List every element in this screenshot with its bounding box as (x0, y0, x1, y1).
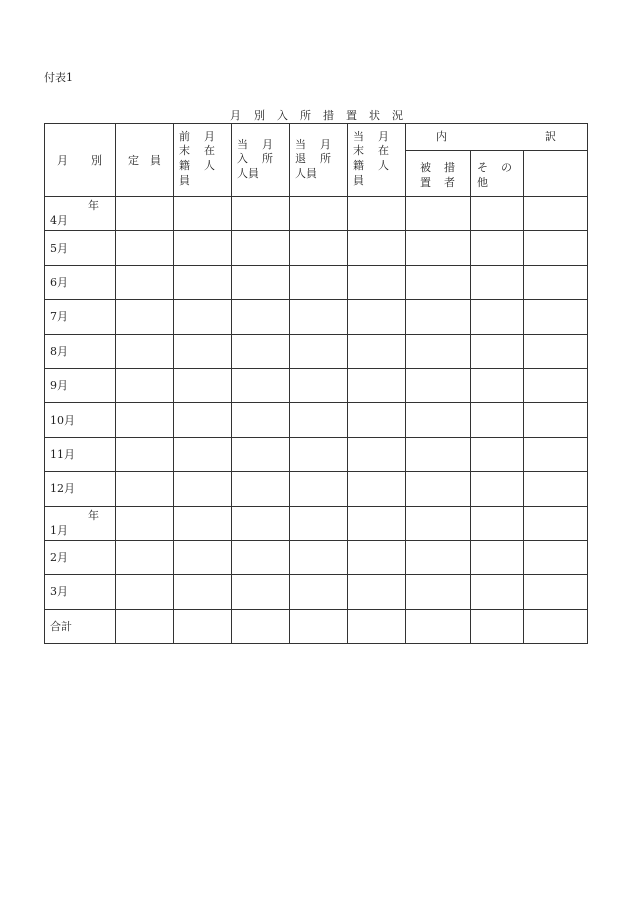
data-cell[interactable] (116, 197, 174, 231)
data-cell[interactable] (406, 540, 471, 574)
data-cell[interactable] (174, 609, 232, 643)
data-cell[interactable] (524, 506, 588, 540)
data-cell[interactable] (174, 300, 232, 334)
header-month (45, 124, 116, 197)
data-cell[interactable] (174, 265, 232, 299)
data-cell[interactable] (232, 575, 290, 609)
header-text: 別 (91, 154, 102, 167)
header-text: 月 (204, 130, 215, 143)
header-text: 籍 (179, 159, 190, 172)
header-text: 人 (378, 159, 389, 172)
header-text: 人 (204, 159, 215, 172)
data-cell[interactable] (348, 472, 406, 506)
month-cell: 8月 (45, 334, 116, 368)
data-cell[interactable] (348, 231, 406, 265)
data-cell[interactable] (290, 300, 348, 334)
data-cell[interactable] (406, 197, 471, 231)
header-current-month-end (348, 124, 406, 197)
year-mark: 年 (88, 199, 99, 212)
month-cell: 7月 (45, 300, 116, 334)
header-text: 在 (378, 144, 389, 157)
data-cell[interactable] (348, 300, 406, 334)
data-cell[interactable] (524, 437, 588, 471)
data-cell[interactable] (348, 403, 406, 437)
table-row (45, 437, 588, 471)
data-cell[interactable] (406, 472, 471, 506)
data-cell[interactable] (174, 231, 232, 265)
data-cell[interactable] (471, 334, 524, 368)
data-cell[interactable] (348, 197, 406, 231)
data-cell[interactable] (174, 334, 232, 368)
data-cell[interactable] (174, 575, 232, 609)
total-cell: 合計 (45, 609, 116, 643)
data-cell[interactable] (348, 265, 406, 299)
title-char: 入 (277, 109, 288, 122)
data-cell[interactable] (116, 506, 174, 540)
header-text: 人員 (237, 167, 259, 180)
data-cell[interactable] (116, 540, 174, 574)
data-cell[interactable] (116, 472, 174, 506)
table-row (45, 540, 588, 574)
title-char: 況 (392, 109, 403, 122)
data-cell[interactable] (524, 231, 588, 265)
header-text: 当 (353, 130, 364, 143)
month-cell: 11月 (45, 437, 116, 471)
header-admitted (232, 124, 290, 197)
header-text: 所 (320, 152, 331, 165)
data-cell[interactable] (471, 609, 524, 643)
month-cell (45, 197, 116, 231)
table-row (45, 506, 588, 540)
header-placed (406, 151, 471, 197)
data-cell[interactable] (232, 231, 290, 265)
table-row (45, 265, 588, 299)
data-cell[interactable] (348, 334, 406, 368)
header-text: 員 (150, 154, 161, 167)
data-cell[interactable] (116, 609, 174, 643)
header-text: の (501, 161, 512, 174)
title-char: 措 (323, 109, 334, 122)
data-cell[interactable] (524, 265, 588, 299)
data-cell[interactable] (406, 231, 471, 265)
title-char: 置 (346, 109, 357, 122)
data-cell[interactable] (406, 575, 471, 609)
month-cell: 9月 (45, 368, 116, 402)
data-cell[interactable] (406, 265, 471, 299)
data-cell[interactable] (524, 575, 588, 609)
data-cell[interactable] (290, 472, 348, 506)
data-cell[interactable] (471, 300, 524, 334)
data-cell[interactable] (290, 197, 348, 231)
header-text: 他 (477, 176, 488, 189)
header-discharged (290, 124, 348, 197)
data-cell[interactable] (524, 300, 588, 334)
month-cell: 5月 (45, 231, 116, 265)
header-text: 内 (436, 130, 447, 143)
table-row (45, 403, 588, 437)
data-cell[interactable] (406, 403, 471, 437)
header-other (471, 151, 524, 197)
data-cell[interactable] (174, 540, 232, 574)
month-cell (45, 506, 116, 540)
data-cell[interactable] (232, 540, 290, 574)
data-cell[interactable] (348, 506, 406, 540)
data-cell[interactable] (406, 506, 471, 540)
table-row (45, 300, 588, 334)
header-text: 置 (420, 176, 431, 189)
header-text: 員 (353, 174, 364, 187)
data-cell[interactable] (524, 334, 588, 368)
data-cell[interactable] (116, 334, 174, 368)
header-prev-month-end (174, 124, 232, 197)
data-cell[interactable] (116, 231, 174, 265)
data-cell[interactable] (232, 437, 290, 471)
month-cell: 3月 (45, 575, 116, 609)
table-row (45, 368, 588, 402)
data-cell[interactable] (290, 575, 348, 609)
data-cell[interactable] (174, 472, 232, 506)
monthly-admission-table (44, 123, 588, 644)
month-cell: 12月 (45, 472, 116, 506)
data-cell[interactable] (348, 540, 406, 574)
month-cell: 6月 (45, 265, 116, 299)
data-cell[interactable] (406, 437, 471, 471)
data-cell[interactable] (406, 609, 471, 643)
data-cell[interactable] (524, 609, 588, 643)
data-cell[interactable] (174, 403, 232, 437)
table-row (45, 575, 588, 609)
data-cell[interactable] (524, 368, 588, 402)
header-text: 月 (320, 138, 331, 151)
data-cell[interactable] (232, 265, 290, 299)
data-cell[interactable] (232, 403, 290, 437)
data-cell[interactable] (116, 403, 174, 437)
header-text: 月 (57, 154, 68, 167)
data-cell[interactable] (116, 300, 174, 334)
header-blank (524, 151, 588, 197)
header-text: 末 (353, 144, 364, 157)
header-text: 被 (420, 161, 431, 174)
data-cell[interactable] (116, 437, 174, 471)
header-text: 措 (444, 161, 455, 174)
data-cell[interactable] (232, 197, 290, 231)
data-cell[interactable] (174, 437, 232, 471)
data-cell[interactable] (174, 506, 232, 540)
header-text: 月 (262, 138, 273, 151)
data-cell[interactable] (174, 368, 232, 402)
data-cell[interactable] (290, 334, 348, 368)
data-cell[interactable] (524, 403, 588, 437)
data-cell[interactable] (406, 300, 471, 334)
header-text: 当 (295, 138, 306, 151)
header-text: 人員 (295, 167, 317, 180)
data-cell[interactable] (290, 540, 348, 574)
header-text: 訳 (545, 130, 556, 143)
data-cell[interactable] (290, 231, 348, 265)
data-cell[interactable] (524, 472, 588, 506)
data-cell[interactable] (471, 506, 524, 540)
data-cell[interactable] (348, 609, 406, 643)
header-text: 前 (179, 130, 190, 143)
data-cell[interactable] (471, 540, 524, 574)
table-row-total (45, 609, 588, 643)
header-capacity (116, 124, 174, 197)
data-cell[interactable] (471, 403, 524, 437)
data-cell[interactable] (524, 197, 588, 231)
data-cell[interactable] (290, 609, 348, 643)
data-cell[interactable] (232, 609, 290, 643)
title-char: 月 (230, 109, 241, 122)
data-cell[interactable] (348, 575, 406, 609)
title-char: 所 (300, 109, 311, 122)
data-cell[interactable] (348, 368, 406, 402)
data-cell[interactable] (290, 403, 348, 437)
appendix-label: 付表1 (44, 71, 73, 84)
header-text: 入 (237, 152, 248, 165)
header-text: 退 (295, 152, 306, 165)
header-text: 所 (262, 152, 273, 165)
year-mark: 年 (88, 508, 99, 522)
data-cell[interactable] (290, 265, 348, 299)
data-cell[interactable] (116, 575, 174, 609)
header-text: 者 (444, 176, 455, 189)
data-cell[interactable] (471, 575, 524, 609)
data-cell[interactable] (471, 368, 524, 402)
header-text: 在 (204, 144, 215, 157)
month-cell: 10月 (45, 403, 116, 437)
data-cell[interactable] (471, 472, 524, 506)
data-cell[interactable] (232, 506, 290, 540)
table-row (45, 472, 588, 506)
header-text: そ (477, 161, 488, 174)
title-char: 別 (254, 109, 265, 122)
data-cell[interactable] (406, 334, 471, 368)
table-row (45, 231, 588, 265)
data-cell[interactable] (406, 368, 471, 402)
data-cell[interactable] (232, 368, 290, 402)
data-cell[interactable] (116, 265, 174, 299)
data-cell[interactable] (290, 437, 348, 471)
header-text: 月 (378, 130, 389, 143)
header-text: 当 (237, 138, 248, 151)
data-cell[interactable] (348, 437, 406, 471)
data-cell[interactable] (471, 231, 524, 265)
month-label: 1月 (50, 523, 68, 537)
data-cell[interactable] (116, 368, 174, 402)
month-cell: 2月 (45, 540, 116, 574)
header-text: 末 (179, 144, 190, 157)
data-cell[interactable] (471, 197, 524, 231)
title-char: 状 (369, 109, 380, 122)
data-cell[interactable] (232, 300, 290, 334)
data-cell[interactable] (232, 472, 290, 506)
month-label: 4月 (50, 214, 68, 227)
data-cell[interactable] (290, 506, 348, 540)
data-cell[interactable] (471, 265, 524, 299)
table-row (45, 334, 588, 368)
data-cell[interactable] (524, 540, 588, 574)
data-cell[interactable] (471, 437, 524, 471)
data-cell[interactable] (232, 334, 290, 368)
table-row (45, 197, 588, 231)
header-text: 員 (179, 174, 190, 187)
data-cell[interactable] (174, 197, 232, 231)
header-text: 定 (128, 154, 139, 167)
header-text: 籍 (353, 159, 364, 172)
data-cell[interactable] (290, 368, 348, 402)
header-breakdown (406, 124, 588, 151)
